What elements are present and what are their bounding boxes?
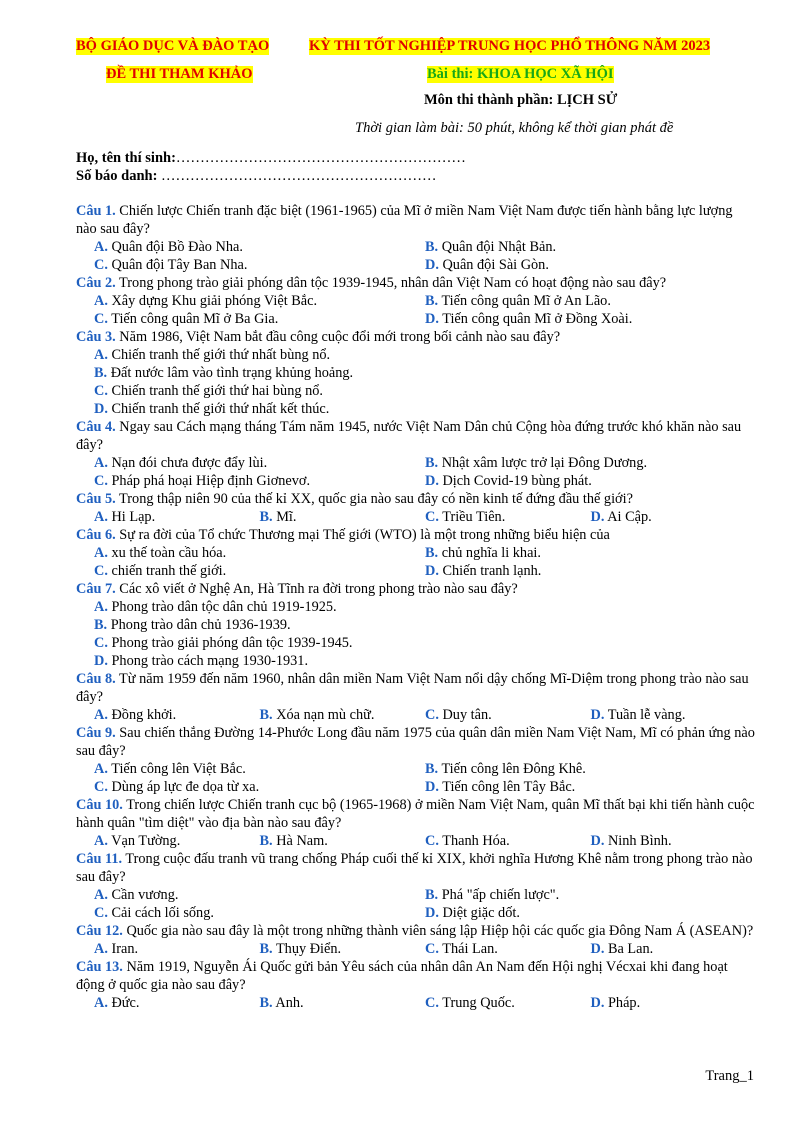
answer-option[interactable] [94,310,425,328]
option-letter: A. [94,833,108,849]
option-text: Nhật xâm lược trở lại Đông Dương. [438,455,648,471]
option-text: Cần vương. [107,887,179,903]
question-item [76,328,756,418]
option-text: Quân đội Bồ Đào Nha. [107,239,243,255]
candidate-id-line[interactable] [76,168,437,185]
answer-option[interactable] [94,292,425,310]
candidate-id-label: Số báo danh: [76,168,158,184]
option-letter: D. [425,473,439,489]
option-letter: A. [94,509,108,525]
option-text: Tiến công quân Mĩ ở Đồng Xoài. [438,311,633,327]
answer-option[interactable] [94,904,425,922]
option-text: Phá "ấp chiến lược". [438,887,560,903]
option-letter: B. [425,887,439,903]
option-letter: D. [425,311,439,327]
test-name: Bài thi: KHOA HỌC XÃ HỘI [427,66,614,82]
option-text: Chiến tranh thế giới thứ nhất bùng nổ. [107,347,331,363]
question-number: Câu 13. [76,959,123,975]
option-text: Anh. [272,995,304,1011]
option-letter: A. [94,707,108,723]
question-number: Câu 4. [76,419,116,435]
question-item [76,922,756,958]
option-letter: C. [94,311,108,327]
answer-option[interactable] [94,382,756,400]
option-text: Đức. [107,995,140,1011]
option-text: Quân đội Tây Ban Nha. [107,257,248,273]
option-text: Tiến công quân Mĩ ở An Lão. [438,293,611,309]
answer-option[interactable] [425,994,591,1012]
option-letter: B. [425,239,439,255]
question-number: Câu 11. [76,851,123,867]
question-item [76,526,756,580]
question-number: Câu 5. [76,491,116,507]
answer-option[interactable] [94,994,260,1012]
option-letter: C. [94,383,108,399]
option-text: Phong trào cách mạng 1930-1931. [107,653,309,669]
question-stem [76,526,756,544]
option-letter: A. [94,455,108,471]
option-letter: D. [425,257,439,273]
option-letter: B. [94,617,108,633]
answer-option[interactable] [94,454,425,472]
answer-option[interactable] [425,508,591,526]
question-list [76,202,756,1012]
answer-option[interactable] [425,544,756,562]
option-letter: A. [94,545,108,561]
answer-option[interactable] [94,616,756,634]
subject-title: Môn thi thành phần: LỊCH SỬ [424,92,618,108]
option-letter: B. [259,833,273,849]
question-text: Trong chiến lược Chiến tranh cục bộ (1965-1968) ở miền Nam Việt Nam, quân Mĩ thất bại khi tiến hành cuộc hành quân "tìm diệt" vào địa bàn nào sau đây? [76,797,755,831]
option-letter: C. [94,779,108,795]
answer-option[interactable] [260,508,426,526]
question-item [76,202,756,274]
option-text: Pháp phá hoại Hiệp định Giơnevơ. [107,473,311,489]
question-item [76,796,756,850]
option-text: Xây dựng Khu giải phóng Việt Bắc. [107,293,318,309]
option-letter: C. [94,635,108,651]
option-text: Duy tân. [438,707,492,723]
option-text: Iran. [107,941,139,957]
answer-options [76,706,756,724]
option-letter: A. [94,941,108,957]
exam-title: KỲ THI TỐT NGHIỆP TRUNG HỌC PHỔ THÔNG NĂM 2023 [309,38,711,54]
candidate-name-label: Họ, tên thí sinh: [76,150,176,166]
ministry-title: BỘ GIÁO DỤC VÀ ĐÀO TẠO [76,38,270,54]
question-number: Câu 1. [76,203,116,219]
question-item [76,850,756,922]
option-letter: B. [425,455,439,471]
question-text: Sự ra đời của Tổ chức Thương mại Thế giới (WTO) là một trong những biểu hiện của [115,527,610,543]
option-letter: D. [590,995,605,1011]
option-text: Quân đội Nhật Bản. [438,239,557,255]
option-text: Ba Lan. [604,941,654,957]
option-text: Tiến công lên Tây Bắc. [438,779,576,795]
question-stem [76,202,756,238]
option-text: chủ nghĩa li khai. [438,545,541,561]
option-text: xu thế toàn cầu hóa. [107,545,227,561]
answer-option[interactable] [94,634,756,652]
question-number: Câu 3. [76,329,116,345]
answer-option[interactable] [591,832,757,850]
question-number: Câu 12. [76,923,123,939]
option-text: Mĩ. [272,509,297,525]
option-text: Phong trào dân tộc dân chủ 1919-1925. [107,599,337,615]
question-number: Câu 2. [76,275,116,291]
question-item [76,490,756,526]
option-letter: C. [94,473,108,489]
question-stem [76,418,756,454]
option-text: Thái Lan. [438,941,498,957]
option-text: Trung Quốc. [438,995,515,1011]
answer-options [76,238,756,274]
option-text: Pháp. [604,995,641,1011]
option-letter: C. [94,905,108,921]
question-text: Năm 1919, Nguyễn Ái Quốc gửi bản Yêu sách của nhân dân An Nam đến Hội nghị Vécxai khi đang hoạt động ở quốc gia nào sau đây? [76,959,728,993]
option-letter: C. [425,995,439,1011]
option-text: Phong trào dân chủ 1936-1939. [107,617,291,633]
answer-option[interactable] [94,472,425,490]
option-letter: D. [425,563,439,579]
option-letter: B. [259,941,273,957]
question-stem [76,580,756,598]
question-text: Năm 1986, Việt Nam bắt đầu công cuộc đổi mới trong bối cảnh nào sau đây? [115,329,561,345]
question-stem [76,796,756,832]
question-stem [76,850,756,886]
answer-option[interactable] [94,652,756,670]
answer-option[interactable] [94,940,260,958]
option-letter: D. [590,509,605,525]
option-text: Nạn đói chưa được đẩy lùi. [107,455,268,471]
answer-option[interactable] [94,400,756,418]
option-text: Thanh Hóa. [438,833,510,849]
answer-option[interactable] [260,706,426,724]
reference-label: ĐỀ THI THAM KHẢO [106,66,253,82]
answer-option[interactable] [425,256,756,274]
option-text: Ai Cập. [604,509,652,525]
option-text: Tiến công lên Đông Khê. [438,761,586,777]
answer-option[interactable] [94,508,260,526]
option-letter: A. [94,887,108,903]
question-text: Trong thập niên 90 của thế kỉ XX, quốc gia nào sau đây có nền kinh tế đứng đầu thế giới? [115,491,633,507]
question-item [76,580,756,670]
answer-options [76,544,756,580]
option-text: Tiến công lên Việt Bắc. [107,761,246,777]
answer-option[interactable] [94,706,260,724]
answer-option[interactable] [260,994,426,1012]
option-text: Đất nước lâm vào tình trạng khủng hoảng. [107,365,354,381]
answer-options [76,994,756,1012]
question-item [76,724,756,796]
question-text: Các xô viết ở Nghệ An, Hà Tĩnh ra đời trong phong trào nào sau đây? [115,581,518,597]
answer-option[interactable] [425,292,756,310]
option-letter: D. [94,401,108,417]
option-text: Hà Nam. [272,833,328,849]
option-text: Vạn Tường. [107,833,181,849]
answer-option[interactable] [94,760,425,778]
candidate-id-dots: ………………………………………………… [157,168,437,184]
answer-options [76,454,756,490]
question-number: Câu 6. [76,527,116,543]
answer-option[interactable] [94,238,425,256]
answer-option[interactable] [591,940,757,958]
option-text: Chiến tranh thế giới thứ nhất kết thúc. [107,401,330,417]
option-text: Dịch Covid-19 bùng phát. [438,473,592,489]
answer-option[interactable] [591,994,757,1012]
answer-option[interactable] [425,310,756,328]
option-text: Xóa nạn mù chữ. [272,707,375,723]
question-stem [76,958,756,994]
option-letter: B. [425,761,439,777]
option-text: Thụy Điển. [272,941,342,957]
answer-options [76,346,756,418]
option-letter: C. [425,509,439,525]
option-letter: C. [425,833,439,849]
option-text: Triều Tiên. [438,509,506,525]
option-letter: A. [94,761,108,777]
option-letter: A. [94,347,108,363]
option-text: Dùng áp lực đe dọa từ xa. [107,779,260,795]
option-letter: C. [94,257,108,273]
option-letter: B. [425,293,439,309]
answer-option[interactable] [425,904,756,922]
answer-options [76,598,756,670]
answer-options [76,886,756,922]
question-text: Từ năm 1959 đến năm 1960, nhân dân miền Nam Việt Nam nổi dậy chống Mĩ-Diệm trong phong trào nào sau đây? [76,671,749,705]
time-note: Thời gian làm bài: 50 phút, không kể thời gian phát đề [355,120,674,136]
option-letter: D. [425,905,439,921]
question-text: Trong cuộc đấu tranh vũ trang chống Pháp cuối thế kỉ XIX, khởi nghĩa Hương Khê nằm trong phong trào nào sau đây? [76,851,753,885]
answer-options [76,832,756,850]
answer-options [76,760,756,796]
answer-option[interactable] [260,940,426,958]
option-letter: A. [94,239,108,255]
option-letter: B. [259,509,273,525]
option-text: Cải cách lối sống. [107,905,214,921]
answer-option[interactable] [425,940,591,958]
answer-option[interactable] [425,832,591,850]
answer-option[interactable] [94,598,756,616]
option-letter: D. [590,941,605,957]
option-letter: D. [94,653,108,669]
option-text: Chiến tranh thế giới thứ hai bùng nổ. [107,383,323,399]
answer-option[interactable] [425,454,756,472]
option-text: Phong trào giải phóng dân tộc 1939-1945. [107,635,353,651]
answer-options [76,508,756,526]
option-letter: D. [425,779,439,795]
question-number: Câu 9. [76,725,116,741]
answer-option[interactable] [94,832,260,850]
question-text: Trong phong trào giải phóng dân tộc 1939-1945, nhân dân Việt Nam có hoạt động nào sau đây? [115,275,667,291]
answer-option[interactable] [425,238,756,256]
question-item [76,670,756,724]
answer-option[interactable] [94,256,425,274]
question-stem [76,670,756,706]
answer-option[interactable] [425,760,756,778]
answer-option[interactable] [591,508,757,526]
question-number: Câu 7. [76,581,116,597]
answer-option[interactable] [425,778,756,796]
question-text: Ngay sau Cách mạng tháng Tám năm 1945, nước Việt Nam Dân chủ Cộng hòa đứng trước khó khăn nào sau đây? [76,419,742,453]
option-text: Diệt giặc dốt. [438,905,520,921]
option-letter: A. [94,995,108,1011]
question-stem [76,724,756,760]
question-stem [76,922,756,940]
question-number: Câu 8. [76,671,116,687]
option-letter: D. [590,707,605,723]
option-letter: B. [94,365,108,381]
candidate-name-dots: …………………………………………………… [175,150,466,166]
option-letter: B. [425,545,439,561]
question-text: Quốc gia nào sau đây là một trong những thành viên sáng lập Hiệp hội các quốc gia Đông Nam Á (ASEAN)? [122,923,754,939]
answer-options [76,292,756,328]
option-letter: B. [259,995,273,1011]
question-item [76,418,756,490]
option-text: Đồng khởi. [107,707,177,723]
answer-option[interactable] [425,886,756,904]
question-text: Sau chiến thắng Đường 14-Phước Long đầu năm 1975 của quân dân miền Nam Việt Nam, Mĩ có phản ứng nào sau đây? [76,725,755,759]
answer-options [76,940,756,958]
answer-option[interactable] [425,706,591,724]
page-number: Trang_1 [705,1068,754,1084]
option-letter: C. [425,941,439,957]
option-letter: D. [590,833,605,849]
option-text: Hi Lạp. [107,509,156,525]
answer-option[interactable] [94,886,425,904]
option-text: Tiến công quân Mĩ ở Ba Gia. [107,311,279,327]
answer-option[interactable] [591,706,757,724]
question-stem [76,328,756,346]
option-letter: C. [94,563,108,579]
question-item [76,274,756,328]
option-text: Ninh Bình. [604,833,672,849]
option-letter: C. [425,707,439,723]
answer-option[interactable] [94,778,425,796]
question-stem [76,274,756,292]
question-stem [76,490,756,508]
candidate-name-line[interactable] [76,150,466,167]
answer-option[interactable] [94,346,756,364]
question-text: Chiến lược Chiến tranh đặc biệt (1961-1965) của Mĩ ở miền Nam Việt Nam được tiến hành bằng lực lượng nào sau đây? [76,203,733,237]
answer-option[interactable] [260,832,426,850]
question-number: Câu 10. [76,797,123,813]
option-text: Chiến tranh lạnh. [438,563,542,579]
question-item [76,958,756,1012]
option-letter: B. [259,707,273,723]
answer-option[interactable] [94,544,425,562]
answer-option[interactable] [94,562,425,580]
option-text: Quân đội Sài Gòn. [438,257,549,273]
answer-option[interactable] [425,472,756,490]
answer-option[interactable] [425,562,756,580]
option-letter: A. [94,293,108,309]
option-text: Tuần lễ vàng. [604,707,686,723]
answer-option[interactable] [94,364,756,382]
option-letter: A. [94,599,108,615]
option-text: chiến tranh thế giới. [107,563,227,579]
